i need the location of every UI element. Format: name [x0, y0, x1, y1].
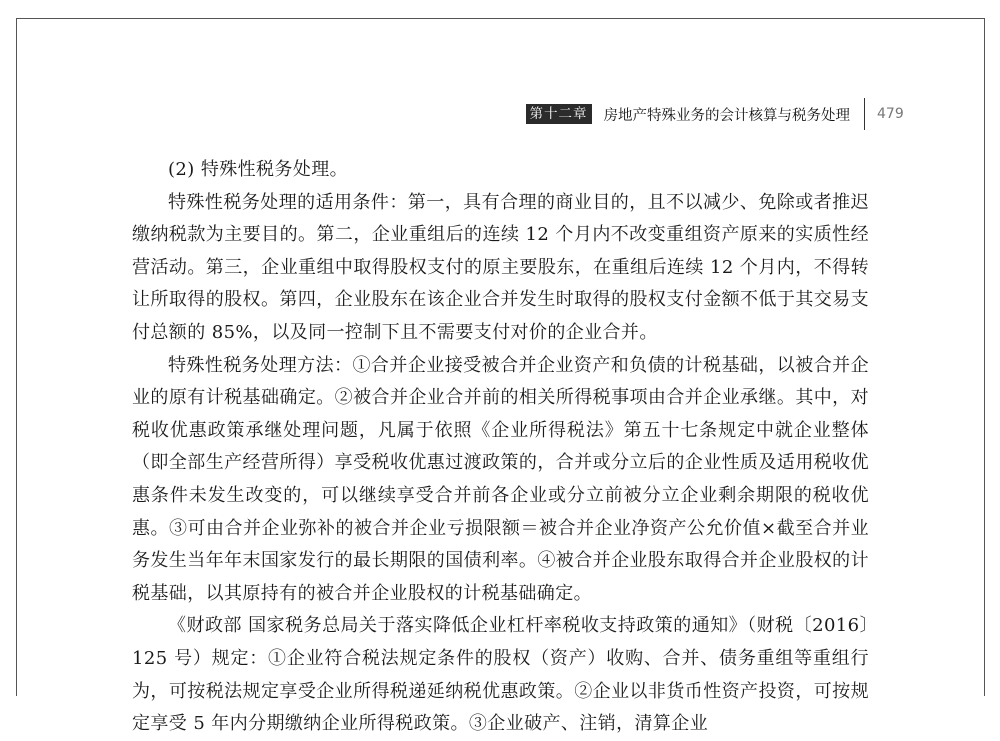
paragraph-policy-notice: 《财政部 国家税务总局关于落实降低企业杠杆率税收支持政策的通知》（财税〔2016〕125 号）规定：①企业符合税法规定条件的股权（资产）收购、合并、债务重组等重组行为，可按税法规定享受企业所得税递延纳税优惠政策。②企业以非货币性资产投资，可按规定享受 5 年内分期缴纳企业所得税政策。③企业破产、注销，清算企业 [132, 615, 869, 735]
section-heading: (2) 特殊性税务处理。 [168, 159, 349, 180]
paragraph-methods: 特殊性税务处理方法：①合并企业接受被合并企业资产和负债的计税基础，以被合并企业的原有计税基础确定。②被合并企业合并前的相关所得税事项由合并企业承继。其中，对税收优惠政策承继处理问题，凡属于依照《企业所得税法》第五十七条规定中就企业整体（即全部生产经营所得）享受税收优惠过渡政策的，合并或分立后的企业性质及适用税收优惠条件未发生改变的，可以继续享受合并前各企业或分立前被分立企业剩余期限的税收优惠。③可由合并企业弥补的被合并企业亏损限额＝被合并企业净资产公允价值×截至合并业务发生当年年末国家发行的最长期限的国债利率。④被合并企业股东取得合并企业股权的计税基础，以其原持有的被合并企业股权的计税基础确定。 [132, 354, 869, 604]
running-head [526, 97, 904, 131]
page-frame-left [16, 18, 17, 696]
chapter-title: 房地产特殊业务的会计核算与税务处理 [603, 107, 850, 124]
page-frame-right [984, 18, 985, 696]
paragraph-conditions: 特殊性税务处理的适用条件：第一，具有合理的商业目的，且不以减少、免除或者推迟缴纳税款为主要目的。第二，企业重组后的连续 12 个月内不改变重组资产原来的实质性经营活动。第三，企业重组中取得股权支付的原主要股东，在重组后连续 12 个月内，不得转让所取得的股权。第四，企业股东在该企业合并发生时取得的股权支付金额不低于其交易支付总额的 85%，以及同一控制下且不需要支付对价的企业合并。 [132, 191, 869, 343]
body-text [132, 154, 869, 741]
chapter-badge: 第十二章 [526, 104, 592, 124]
page-number: 479 [877, 106, 904, 122]
page-frame-top [16, 18, 985, 19]
header-divider [864, 98, 865, 130]
